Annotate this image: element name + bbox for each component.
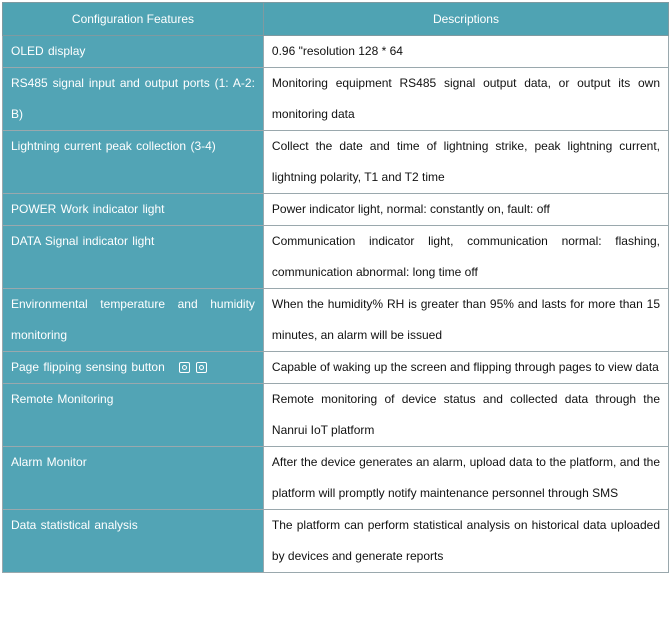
feature-cell: Environmental temperature and humidity monitoring [3, 289, 264, 352]
table-row [3, 447, 669, 510]
table-row [3, 36, 669, 68]
feature-cell: Data statistical analysis [3, 510, 264, 573]
feature-cell: Alarm Monitor [3, 447, 264, 510]
table-row [3, 510, 669, 573]
touch-button-icon [179, 362, 190, 373]
feature-cell: Lightning current peak collection (3-4) [3, 131, 264, 194]
table-row [3, 131, 669, 194]
description-cell: Monitoring equipment RS485 signal output data, or output its own monitoring data [263, 68, 668, 131]
table-row [3, 194, 669, 226]
feature-cell: RS485 signal input and output ports (1: A-2: B) [3, 68, 264, 131]
description-cell: 0.96 "resolution 128 * 64 [263, 36, 668, 68]
header-descriptions: Descriptions [263, 3, 668, 36]
feature-label: Page flipping sensing button [11, 360, 165, 374]
description-cell: Remote monitoring of device status and collected data through the Nanrui IoT platform [263, 384, 668, 447]
table-row [3, 352, 669, 384]
spec-table [2, 2, 669, 573]
feature-cell: Remote Monitoring [3, 384, 264, 447]
description-cell: The platform can perform statistical analysis on historical data uploaded by devices and generate reports [263, 510, 668, 573]
feature-cell: POWER Work indicator light [3, 194, 264, 226]
feature-cell [3, 352, 264, 384]
table-row [3, 68, 669, 131]
description-cell: Power indicator light, normal: constantly on, fault: off [263, 194, 668, 226]
feature-cell: DATA Signal indicator light [3, 226, 264, 289]
table-body [3, 36, 669, 573]
table-row [3, 289, 669, 352]
touch-button-icon [196, 362, 207, 373]
header-features: Configuration Features [3, 3, 264, 36]
description-cell: Collect the date and time of lightning strike, peak lightning current, lightning polarity, T1 and T2 time [263, 131, 668, 194]
description-cell: After the device generates an alarm, upload data to the platform, and the platform will promptly notify maintenance personnel through SMS [263, 447, 668, 510]
description-cell: Capable of waking up the screen and flipping through pages to view data [263, 352, 668, 384]
header-row [3, 3, 669, 36]
table-header [3, 3, 669, 36]
feature-cell: OLED display [3, 36, 264, 68]
description-cell: When the humidity% RH is greater than 95% and lasts for more than 15 minutes, an alarm will be issued [263, 289, 668, 352]
table-row [3, 384, 669, 447]
table-row [3, 226, 669, 289]
description-cell: Communication indicator light, communication normal: flashing, communication abnormal: long time off [263, 226, 668, 289]
